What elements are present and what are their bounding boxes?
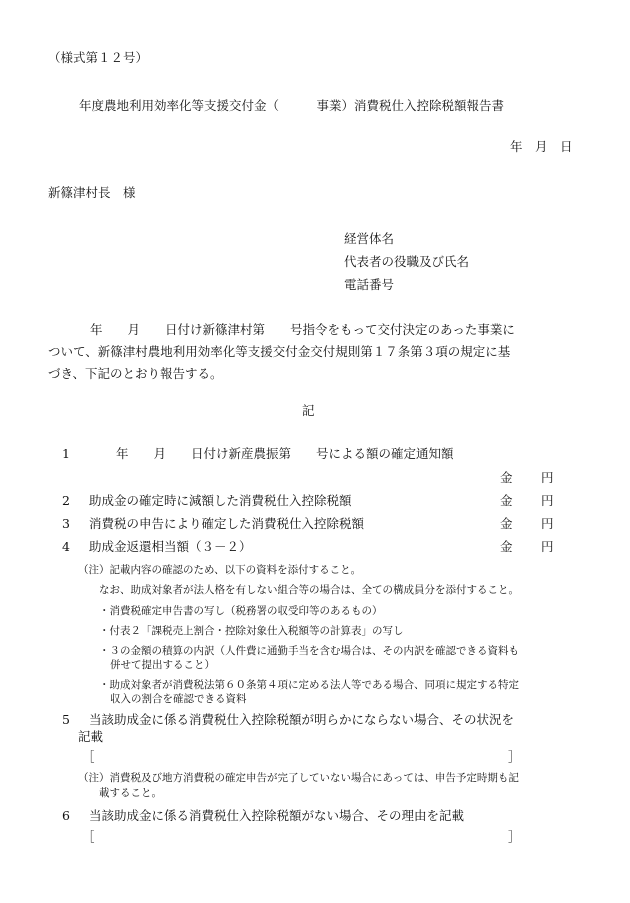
form-number: （様式第１２号） bbox=[48, 50, 149, 65]
date-line: 年 月 日 bbox=[510, 139, 573, 154]
note-1-bullet-4a: ・助成対象者が消費税法第６０条第４項に定める法人等である場合、同項に規定する特定 bbox=[99, 679, 519, 691]
item-6-bracket-open: ［ bbox=[82, 829, 95, 844]
note-2-line-1: （注）消費税及び地方消費税の確定申告が完了していない場合にあっては、申告予定時期も記 bbox=[78, 772, 519, 784]
intro-line-1: 年 月 日付け新篠津村第 号指令をもって交付決定のあった事業に bbox=[90, 322, 515, 337]
item-2-yen: 円 bbox=[541, 493, 554, 508]
item-3-kin: 金 bbox=[500, 516, 513, 531]
item-1-number: 1 bbox=[62, 446, 70, 461]
item-4-number: 4 bbox=[62, 539, 70, 554]
note-1-bullet-4b: 収入の割合を確認できる資料 bbox=[110, 693, 247, 705]
document-title: 年度農地利用効率化等支援交付金（ 事業）消費税仕入控除税額報告書 bbox=[79, 98, 505, 113]
ki-heading: 記 bbox=[302, 403, 315, 418]
item-3-number: 3 bbox=[62, 516, 70, 531]
item-5-line-2: 記載 bbox=[78, 729, 104, 744]
item-1-text: 年 月 日付け新産農振第 号による額の確定通知額 bbox=[116, 446, 454, 461]
sender-entity-label: 経営体名 bbox=[344, 231, 395, 246]
note-1-para: なお、助成対象者が法人格を有しない組合等の場合は、全ての構成員分を添付すること。 bbox=[99, 584, 519, 596]
note-1-bullet-2: ・付表２「課税売上割合・控除対象仕入税額等の計算表」の写し bbox=[99, 625, 404, 637]
addressee: 新篠津村長 様 bbox=[48, 185, 136, 200]
note-1-bullet-3b: 併せて提出すること） bbox=[110, 659, 215, 671]
item-6-bracket-close: ］ bbox=[508, 829, 521, 844]
note-2-line-2: 載すること。 bbox=[99, 787, 162, 799]
item-6-number: 6 bbox=[62, 808, 70, 823]
item-5-bracket-close: ］ bbox=[508, 749, 521, 764]
item-5-bracket-open: ［ bbox=[82, 749, 95, 764]
item-3-yen: 円 bbox=[541, 516, 554, 531]
item-2-kin: 金 bbox=[500, 493, 513, 508]
item-5-line-1: 当該助成金に係る消費税仕入控除税額が明らかにならない場合、その状況を bbox=[89, 712, 515, 727]
sender-phone-label: 電話番号 bbox=[344, 277, 395, 292]
item-5-number: 5 bbox=[62, 712, 70, 727]
item-1-kin: 金 bbox=[500, 470, 513, 485]
intro-line-3: づき、下記のとおり報告する。 bbox=[48, 366, 223, 381]
item-2-text: 助成金の確定時に減額した消費税仕入控除税額 bbox=[89, 493, 352, 508]
item-4-text: 助成金返還相当額（３－２） bbox=[89, 539, 252, 554]
sender-representative-label: 代表者の役職及び氏名 bbox=[344, 254, 470, 269]
item-2-number: 2 bbox=[62, 493, 70, 508]
item-1-yen: 円 bbox=[541, 470, 554, 485]
note-1-bullet-1: ・消費税確定申告書の写し（税務署の収受印等のあるもの） bbox=[99, 605, 383, 617]
item-4-kin: 金 bbox=[500, 539, 513, 554]
item-6-text: 当該助成金に係る消費税仕入控除税額がない場合、その理由を記載 bbox=[89, 808, 465, 823]
note-1-bullet-3a: ・３の金額の積算の内訳（人件費に通勤手当を含む場合は、その内訳を確認できる資料も bbox=[99, 645, 519, 657]
item-4-yen: 円 bbox=[541, 539, 554, 554]
note-1-head: （注）記載内容の確認のため、以下の資料を添付すること。 bbox=[78, 564, 362, 576]
intro-line-2: ついて、新篠津村農地利用効率化等支援交付金交付規則第１７条第３項の規定に基 bbox=[48, 344, 511, 359]
item-3-text: 消費税の申告により確定した消費税仕入控除税額 bbox=[89, 516, 365, 531]
